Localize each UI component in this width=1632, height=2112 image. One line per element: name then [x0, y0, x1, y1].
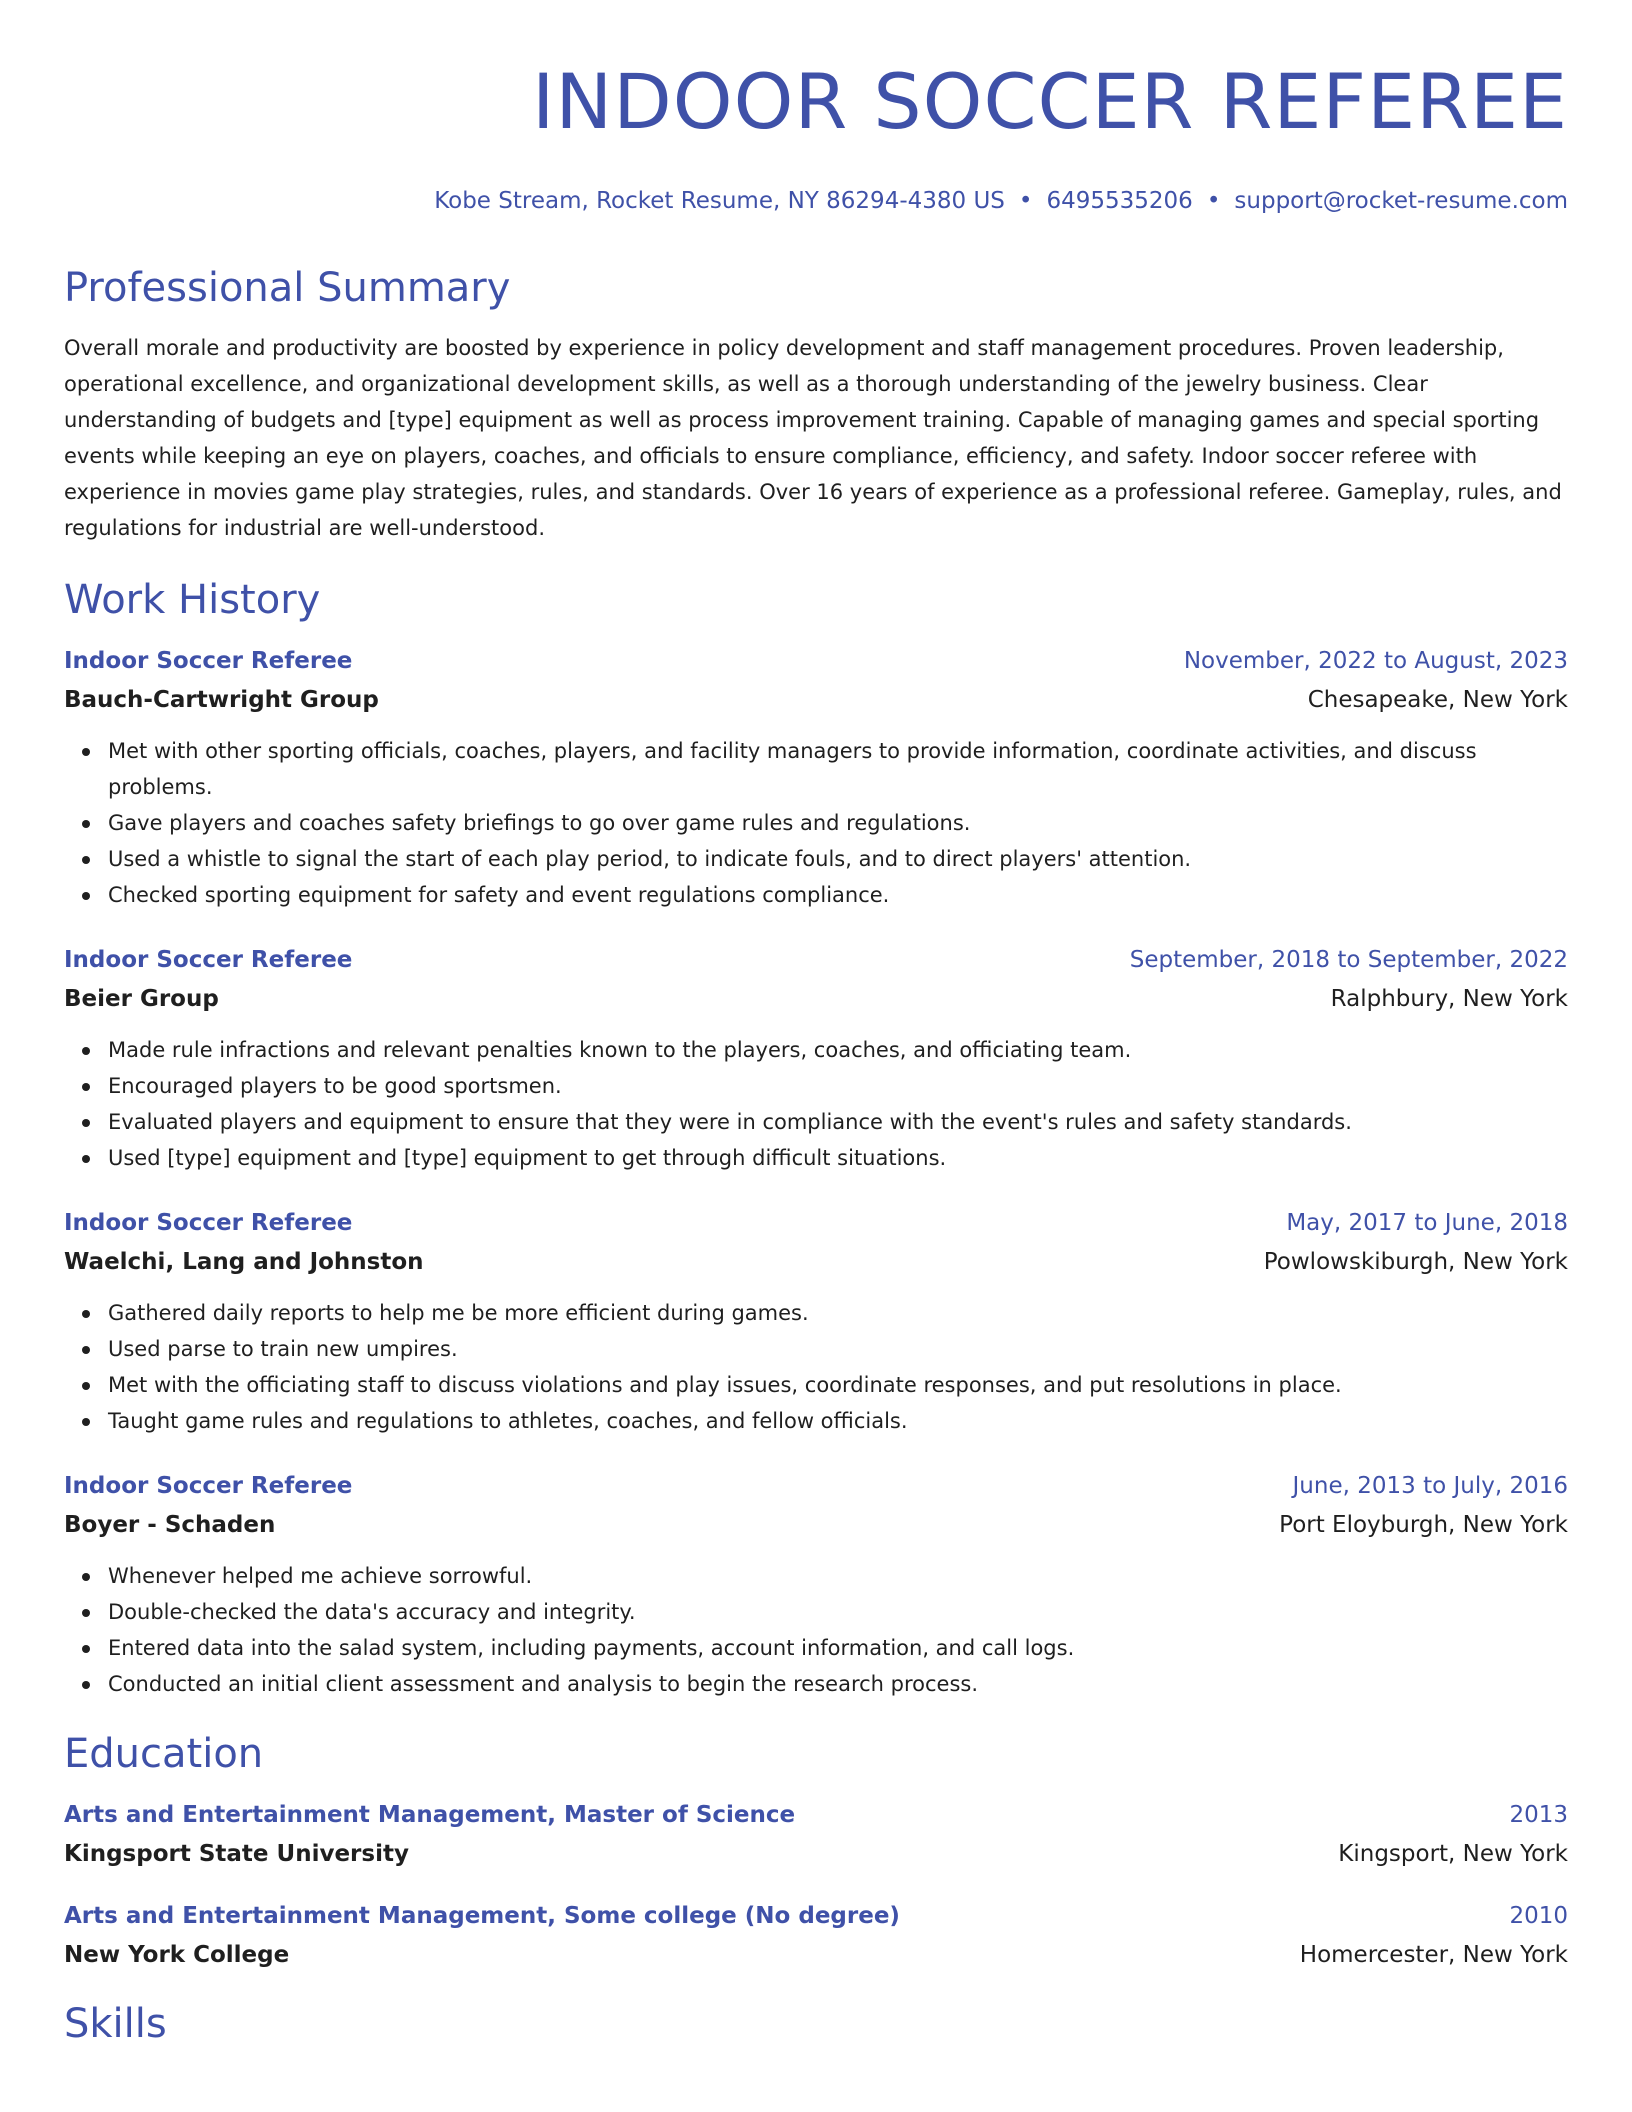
contact-separator: • — [1206, 188, 1221, 214]
job-bullet: Used [type] equipment and [type] equipment to get through difficult situations. — [108, 1140, 1568, 1176]
summary-heading: Professional Summary — [64, 265, 511, 311]
job-bullet: Taught game rules and regulations to athletes, coaches, and fellow officials. — [108, 1403, 1568, 1439]
contact-address: Kobe Stream, Rocket Resume, NY 86294-4380 US — [434, 188, 1005, 214]
contact-phone: 6495535206 — [1046, 188, 1193, 214]
education-location: Homercester, New York — [1299, 1942, 1568, 1968]
education-year: 2010 — [1509, 1903, 1568, 1929]
job-dates: May, 2017 to June, 2018 — [1286, 1210, 1568, 1236]
education-degree: Arts and Entertainment Management, Some college (No degree) — [64, 1903, 900, 1929]
candidate-name: INDOOR SOCCER REFEREE — [532, 57, 1568, 146]
resume-header — [64, 0, 1568, 216]
job-dates: June, 2013 to July, 2016 — [1292, 1473, 1568, 1499]
job-bullet: Used a whistle to signal the start of each play period, to indicate fouls, and to direct players' attention. — [108, 841, 1568, 877]
job-company: Waelchi, Lang and Johnston — [64, 1249, 424, 1275]
job-bullet: Made rule infractions and relevant penalties known to the players, coaches, and officiating team. — [108, 1032, 1568, 1068]
education-entry — [64, 1800, 1568, 1869]
job-bullet: Encouraged players to be good sportsmen. — [108, 1068, 1568, 1104]
job-bullets — [64, 1032, 1568, 1176]
job-bullet: Used parse to train new umpires. — [108, 1331, 1568, 1367]
education-entry — [64, 1901, 1568, 1970]
job-bullets — [64, 1558, 1568, 1702]
job-dates: September, 2018 to September, 2022 — [1129, 947, 1568, 973]
contact-line — [64, 186, 1568, 216]
job-entry — [64, 646, 1568, 913]
job-bullet: Evaluated players and equipment to ensure that they were in compliance with the event's rules and safety standards. — [108, 1104, 1568, 1140]
contact-email: support@rocket-resume.com — [1234, 188, 1568, 214]
education-school: New York College — [64, 1942, 290, 1968]
job-location: Chesapeake, New York — [1307, 687, 1568, 713]
job-location: Port Eloyburgh, New York — [1279, 1512, 1568, 1538]
job-title: Indoor Soccer Referee — [64, 947, 353, 973]
job-company: Beier Group — [64, 986, 219, 1012]
contact-separator: • — [1018, 188, 1033, 214]
job-title: Indoor Soccer Referee — [64, 1210, 353, 1236]
job-bullet: Gave players and coaches safety briefings to go over game rules and regulations. — [108, 805, 1568, 841]
job-bullet: Met with other sporting officials, coaches, players, and facility managers to provide information, coordinate activities, and discuss problems. — [108, 733, 1568, 805]
education-year: 2013 — [1509, 1802, 1568, 1828]
job-bullets — [64, 1295, 1568, 1439]
summary-text: Overall morale and productivity are boosted by experience in policy development and staff management procedures. Proven leadership, operational excellence, and organizational development skills, as well as a thorough understanding of the jewelry business. Clear understanding of budgets and [type] equipment as well as process improvement training. Capable of managing games and special sporting events while keeping an eye on players, coaches, and officials to ensure compliance, efficiency, and safety. Indoor soccer referee with experience in movies game play strategies, rules, and standards. Over 16 years of experience as a professional referee. Gameplay, rules, and regulations for industrial are well-understood. — [64, 336, 1562, 540]
job-bullet: Checked sporting equipment for safety and event regulations compliance. — [108, 877, 1568, 913]
job-bullet: Gathered daily reports to help me be more efficient during games. — [108, 1295, 1568, 1331]
education-degree: Arts and Entertainment Management, Master of Science — [64, 1802, 796, 1828]
job-title: Indoor Soccer Referee — [64, 1473, 353, 1499]
resume-page — [64, 0, 1568, 2048]
job-company: Boyer - Schaden — [64, 1512, 276, 1538]
job-location: Ralphbury, New York — [1330, 986, 1568, 1012]
job-entry — [64, 1471, 1568, 1702]
job-bullet: Met with the officiating staff to discuss violations and play issues, coordinate responses, and put resolutions in place. — [108, 1367, 1568, 1403]
work-history-heading: Work History — [64, 577, 321, 623]
job-entry — [64, 1208, 1568, 1439]
education-location: Kingsport, New York — [1338, 1841, 1568, 1867]
job-company: Bauch-Cartwright Group — [64, 687, 379, 713]
job-bullet: Double-checked the data's accuracy and integrity. — [108, 1594, 1568, 1630]
skills-heading: Skills — [64, 2001, 167, 2047]
job-title: Indoor Soccer Referee — [64, 648, 353, 674]
job-bullet: Conducted an initial client assessment and analysis to begin the research process. — [108, 1666, 1568, 1702]
education-heading: Education — [64, 1731, 264, 1777]
job-bullet: Whenever helped me achieve sorrowful. — [108, 1558, 1568, 1594]
education-school: Kingsport State University — [64, 1841, 409, 1867]
job-bullets — [64, 733, 1568, 913]
job-bullet: Entered data into the salad system, including payments, account information, and call logs. — [108, 1630, 1568, 1666]
job-location: Powlowskiburgh, New York — [1263, 1249, 1568, 1275]
job-dates: November, 2022 to August, 2023 — [1183, 648, 1568, 674]
job-entry — [64, 945, 1568, 1176]
